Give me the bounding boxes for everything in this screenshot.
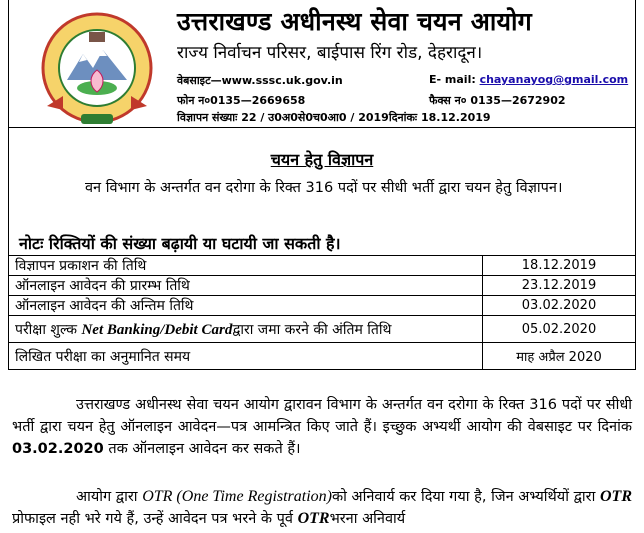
body-text: आयोग द्वारा xyxy=(76,489,143,505)
organization-address: राज्य निर्वाचन परिसर, बाईपास रिंग रोड, देहरादून। xyxy=(177,43,483,63)
contact-row-web xyxy=(177,73,629,88)
advertisement-title xyxy=(9,148,635,170)
organization-title: उत्तराखण्ड अधीनस्थ सेवा चयन आयोग xyxy=(177,7,532,36)
advertisement-paragraph-text: वन विभाग के अन्तर्गत वन दरोगा के रिक्त 316 पदों पर सीधी भर्ती द्वारा चयन हेतु विज्ञापन। xyxy=(85,180,563,196)
table-row xyxy=(9,256,636,276)
vacancy-note: नोटः रिक्तियों की संख्या बढ़ायी या घटायी जा सकती है। xyxy=(19,234,341,253)
body-text: उत्तराखण्ड अधीनस्थ सेवा चयन आयोग द्वारावन विभाग के अन्तर्गत वन दरोगा के रिक्त 316 पदों पर सीधी भर्ती द्वारा चयन हेतु ऑनलाइन आवेदन—पत्र आमन्त्रित किए जाते हैं। इच्छुक अभ्यर्थी आयोग की वेबसाइट पर दिनांक xyxy=(12,397,632,435)
phone-number: फोन न०0135—2669658 xyxy=(177,94,306,107)
date-label: ऑनलाइन आवेदन की अन्तिम तिथि xyxy=(9,296,483,316)
advertisement-title-text: चयन हेतु विज्ञापन xyxy=(270,150,374,169)
date-label xyxy=(9,316,483,343)
date-value: 05.02.2020 xyxy=(483,316,636,343)
date-label: ऑनलाइन आवेदन की प्रारम्भ तिथि xyxy=(9,276,483,296)
last-date: 03.02.2020 xyxy=(12,441,104,457)
table-row xyxy=(9,316,636,343)
body-paragraph-2 xyxy=(12,486,632,530)
date-label-en: Net Banking/Debit Card xyxy=(81,321,233,338)
table-row xyxy=(9,276,636,296)
advertisement-box xyxy=(8,128,636,256)
date-label: लिखित परीक्षा का अनुमानित समय xyxy=(9,343,483,370)
body-paragraph-1 xyxy=(12,394,632,460)
otr-term: OTR (One Time Registration) xyxy=(142,488,332,505)
otr-term: OTR xyxy=(297,510,330,527)
date-value: 03.02.2020 xyxy=(483,296,636,316)
email-block xyxy=(429,73,628,86)
body-text: भरना अनिवार्य xyxy=(329,511,406,527)
date-label: विज्ञापन प्रकाशन की तिथि xyxy=(9,256,483,276)
table-row xyxy=(9,343,636,370)
emblem-logo-icon xyxy=(33,10,161,128)
date-value: 18.12.2019 xyxy=(483,256,636,276)
fax-number: फैक्स न० 0135—2672902 xyxy=(429,94,566,107)
email-label: E- mail: xyxy=(429,73,480,86)
email-link[interactable]: chayanayog@gmail.com xyxy=(479,73,629,86)
body-text: को अनिवार्य कर दिया गया है, जिन अभ्यर्थियों द्वारा xyxy=(332,489,600,505)
advertisement-number: विज्ञापन संख्याः 22 / उ0अ0से0च0आ0 / 2019दिनांकः 18.12.2019 xyxy=(177,111,491,124)
advertisement-paragraph xyxy=(21,178,627,199)
date-value: 23.12.2019 xyxy=(483,276,636,296)
date-label-post: द्वारा जमा करने की अंतिम तिथि xyxy=(232,321,392,338)
body-text: प्रोफाइल नही भरे गये हैं, उन्हें आवेदन पत्र भरने के पूर्व xyxy=(12,511,298,527)
important-dates-table xyxy=(8,255,636,370)
letterhead xyxy=(8,0,636,128)
table-row xyxy=(9,296,636,316)
body-text: तक ऑनलाइन आवेदन कर सकते हैं। xyxy=(103,441,301,457)
otr-term: OTR xyxy=(600,488,632,505)
date-value: माह अप्रैल 2020 xyxy=(483,343,636,370)
contact-row-phone xyxy=(177,93,566,108)
website-label: वेबसाइट—www.sssc.uk.gov.in xyxy=(177,74,343,87)
date-label-pre: परीक्षा शुल्क xyxy=(15,321,82,338)
